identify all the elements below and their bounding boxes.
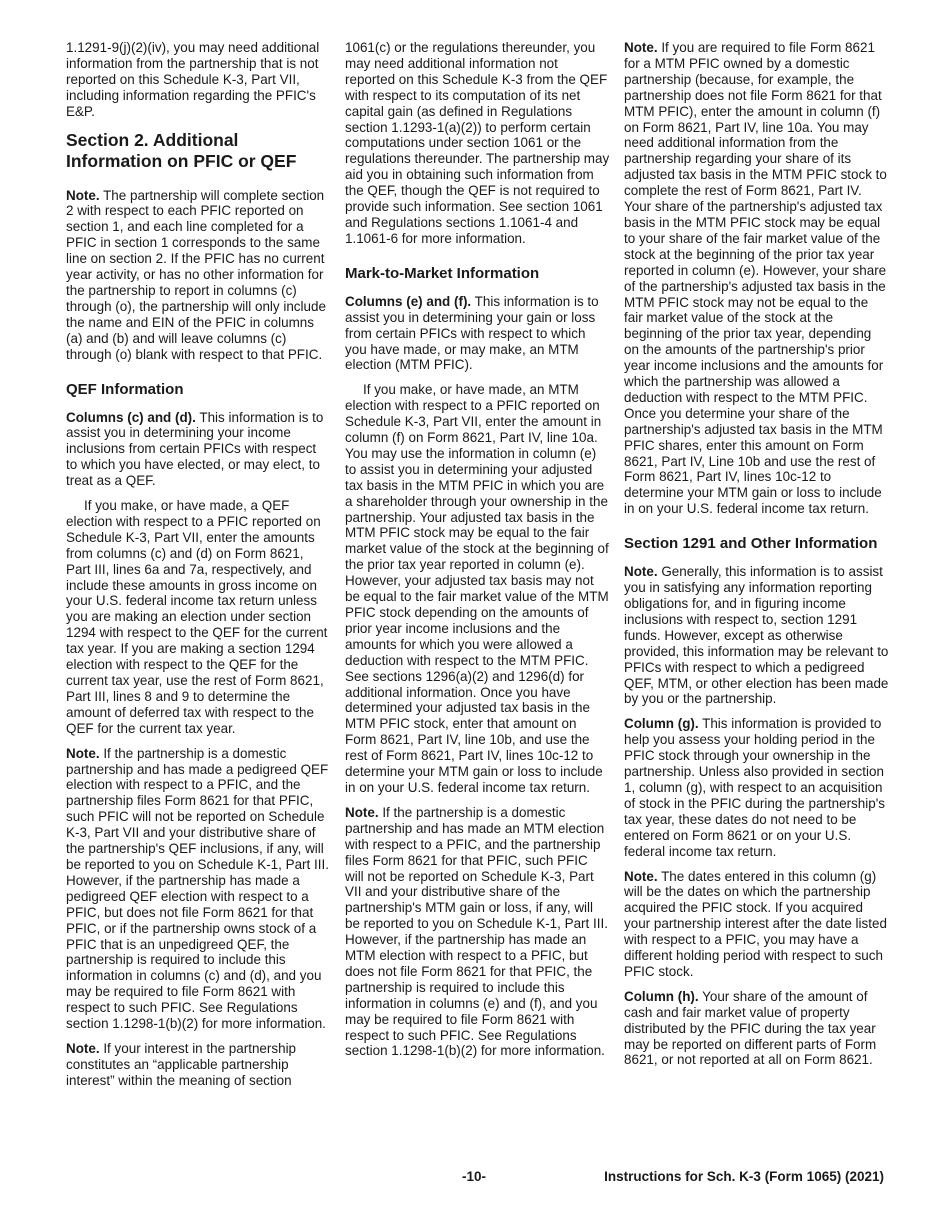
- document-title-footer: Instructions for Sch. K-3 (Form 1065) (2021): [604, 1169, 884, 1184]
- note-text: If your interest in the partnership constitutes an “applicable partnership interest” within the meaning of section: [66, 1040, 297, 1088]
- note-label: Note.: [66, 745, 100, 761]
- columns-c-d-label: Columns (c) and (d).: [66, 409, 196, 425]
- note-label: Note.: [66, 187, 100, 203]
- column-g-label: Column (g).: [624, 716, 699, 732]
- columns-e-f-label: Columns (e) and (f).: [345, 293, 472, 309]
- note-label: Note.: [345, 804, 379, 820]
- note-paragraph: [624, 40, 889, 517]
- section-2-heading: Section 2. Additional Information on PFIC or QEF: [66, 129, 297, 171]
- note-text: The dates entered in this column (g) will be the dates on which the partnership acquired the PFIC stock. If you acquired your partnership interest after the date listed with respect to a PFIC, you may have a different holding period with respect to such PFIC stock.: [624, 868, 887, 979]
- columns-e-f-paragraph: [345, 294, 610, 374]
- note-text: If you are required to file Form 8621 for a MTM PFIC owned by a domestic partnership (because, for example, the partnership does not file Form 8621 for that MTM PFIC), enter the amount in column (f) on Form 8621, Part IV, line 10a. You may need additional information from the partnership regarding your share of its adjusted tax basis in the MTM PFIC stock to complete the rest of Form 8621, Part IV. Your share of the partnership's adjusted tax basis in the MTM PFIC stock may be equal to your share of the fair market value of the stock at the beginning of the prior tax year reported in column (e). However, your share of the partnership's adjusted tax basis in the MTM PFIC stock may not be equal to the fair market value of the stock at the beginning of the prior tax year, depending on the amounts of the partnership's prior year income inclusions and the amounts for which the partnership was allowed a deduction with respect to the MTM PFIC. Once you determine your share of the partnership's adjusted tax basis in the MTM PFIC shares, enter this amount on Form 8621, Part IV, Line 10b and use the rest of Form 8621, Part IV, lines 10c-12 to determine your MTM gain or loss to include in on your U.S. federal income tax return.: [624, 40, 887, 517]
- columns-e-f-text: This information is to assist you in determining your gain or loss from certain PFICs with respect to which you have made, or may make, an MTM election (MTM PFIC).: [345, 293, 599, 373]
- note-paragraph: [345, 805, 610, 1060]
- note-paragraph: [66, 1041, 331, 1089]
- note-paragraph: [66, 746, 331, 1032]
- qef-information-heading: QEF Information: [66, 380, 184, 398]
- mark-to-market-heading: Mark-to-Market Information: [345, 264, 540, 282]
- mtm-election-paragraph: If you make, or have made, an MTM election with respect to a PFIC reported on Schedule K-3, Part VII, enter the amount in column (f) on Form 8621, Part IV, line 10a. You may use the information in column (e) to assist you in determining your adjusted tax basis in the MTM PFIC in which you are a shareholder through your ownership in the partnership. Your adjusted tax basis in the MTM PFIC stock may be equal to the fair market value of the stock at the beginning of the prior tax year reported in column (e). However, your adjusted tax basis may not be equal to the fair market value of the MTM PFIC stock depending on the amounts of prior year income inclusions and the amounts for which you were allowed a deduction with respect to the MTM PFIC. See sections 1296(a)(2) and 1296(d) for additional information. Once you have determined your adjusted tax basis in the MTM PFIC stock, enter that amount on Form 8621, Part IV, line 10b, and use the rest of Form 8621, Part IV, lines 10c-12 to determine your MTM gain or loss to include in on your U.S. federal income tax return.: [345, 382, 609, 795]
- note-label: Note.: [624, 40, 658, 55]
- note-text: The partnership will complete section 2 with respect to each PFIC reported on section 1, and each line completed for a PFIC in section 1 corresponds to the same line on section 2. If the PFIC has no current year activity, or has no other information for the partnership to report in columns (c) through (o), the partnership will only include the name and EIN of the PFIC in columns (a) and (b) and will leave columns (c) through (o) blank with respect to that PFIC.: [66, 187, 326, 362]
- note-text: If the partnership is a domestic partnership and has made a pedigreed QEF election with respect to a PFIC, and the partnership files Form 8621 for that PFIC, such PFIC will not be reported on Schedule K-3, Part VII and your distributive share of the partnership's QEF inclusions, if any, will be reported to you on Schedule K-1, Part III. However, if the partnership has made a pedigreed QEF election with respect to a PFIC, but does not file Form 8621 for that PFIC, or if the partnership owns stock of a PFIC that is an unpedigreed QEF, the partnership is required to include this information in columns (c) and (d), and you may be required to file Form 8621 with respect to such PFIC. See Regulations section 1.1298-1(b)(2) for more information.: [66, 745, 329, 1032]
- column-h-text: Your share of the amount of cash and fair market value of property distributed by the PFIC during the tax year may be reported on different parts of Form 8621, or not reported at all on Form 8621.: [624, 988, 877, 1068]
- column-h-paragraph: [624, 989, 889, 1069]
- note-label: Note.: [624, 564, 658, 580]
- column-left: [66, 40, 331, 1098]
- columns-c-d-text: This information is to assist you in determining your income inclusions from certain PFICs with respect to which you have elected, or may elect, to treat as a QEF.: [66, 409, 324, 489]
- note-paragraph: [66, 188, 331, 363]
- page-number: -10-: [462, 1169, 487, 1184]
- column-h-label: Column (h).: [624, 988, 699, 1004]
- paragraph-continued: 1.1291-9(j)(2)(iv), you may need additional information from the partnership that is not reported on this Schedule K-3, Part VII, including information regarding the PFIC's E&P.: [66, 40, 320, 119]
- paragraph-continued: 1061(c) or the regulations thereunder, you may need additional information not reported on this Schedule K-3 from the QEF with respect to its computation of its net capital gain (as defined in Regulations section 1.1293-1(a)(2)) to perform certain computations under section 1061 or the regulations thereunder. The partnership may aid you in obtaining such information from the QEF, though the QEF is not required to provide such information. See section 1061 and Regulations sections 1.1061-4 and 1.1061-6 for more information.: [345, 40, 610, 246]
- section-1291-heading: Section 1291 and Other Information: [624, 535, 878, 553]
- column-middle: [345, 40, 610, 1068]
- note-paragraph: [624, 564, 889, 707]
- note-text: Generally, this information is to assist you in satisfying any information reporting obligations for, and in figuring income inclusions with respect to, section 1291 funds. However, except as otherwise provided, this information may be relevant to PFICs with respect to which a pedigreed QEF, MTM, or other election has been made by you or the partnership.: [624, 564, 889, 707]
- column-right: [624, 40, 889, 1077]
- column-g-paragraph: [624, 716, 889, 859]
- note-text: If the partnership is a domestic partnership and has made an MTM election with respect to a PFIC, and the partnership files Form 8621 for that PFIC, such PFIC will not be reported on Schedule K-3, Part VII and your distributive share of the partnership's MTM gain or loss, if any, will be reported to you on Schedule K-1, Part III. However, if the partnership has made an MTM election with respect to a PFIC, but does not file Form 8621 for that PFIC, the partnership is required to include this information in columns (e) and (f), and you may be required to file Form 8621 with respect to such PFIC. See Regulations section 1.1298-1(b)(2) for more information.: [345, 804, 608, 1059]
- note-paragraph: [624, 869, 889, 980]
- note-label: Note.: [66, 1040, 100, 1056]
- columns-c-d-paragraph: [66, 410, 331, 490]
- note-label: Note.: [624, 868, 658, 884]
- column-g-text: This information is provided to help you assess your holding period in the PFIC stock through your ownership in the partnership. Unless also provided in section 1, column (g), with respect to an acquisition of stock in the PFIC during the partnership's tax year, these dates do not need to be entered on Form 8621 or on your U.S. federal income tax return.: [624, 716, 885, 859]
- qef-election-paragraph: If you make, or have made, a QEF election with respect to a PFIC reported on Schedule K-3, Part VII, enter the amounts from columns (c) and (d) on Form 8621, Part III, lines 6a and 7a, respectively, and include these amounts in gross income on your U.S. federal income tax return unless you are making an election under section 1294 with respect to the QEF for the current tax year. If you are making a section 1294 election with respect to the QEF for the current tax year, use the rest of Form 8621, Part III, lines 8 and 9 to determine the amount of deferred tax with respect to the QEF for the current tax year.: [66, 498, 328, 736]
